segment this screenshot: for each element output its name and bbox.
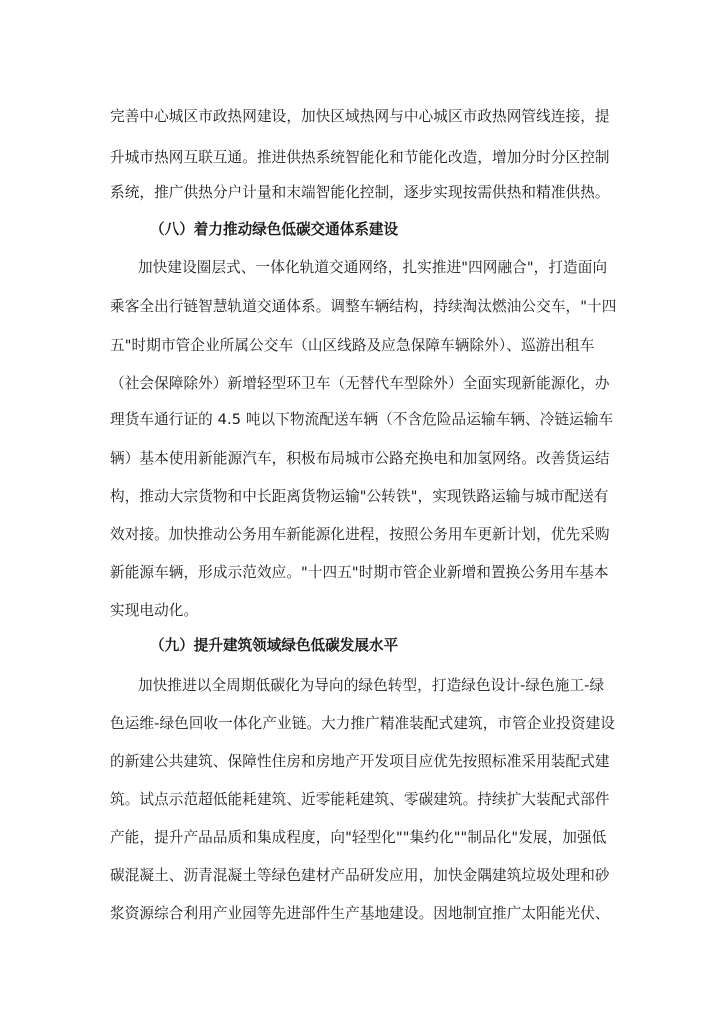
paragraph-line: 乘客全出行链智慧轨道交通体系。调整车辆结构，持续淘汰燃油公交车，"十四: [110, 298, 617, 315]
paragraph-line: 理货车通行证的 4.5 吨以下物流配送车辆（不含危险品运输车辆、冷链运输车: [110, 411, 614, 428]
paragraph-line: 新能源车辆，形成示范效应。"十四五"时期市管企业新增和置换公务用车基本: [110, 564, 609, 581]
paragraph-line: 产能，提升产品品质和集成程度，向"轻型化""集约化""制品化"发展，加强低: [110, 829, 607, 846]
paragraph-line: 浆资源综合利用产业园等先进部件生产基地建设。因地制宜推广太阳能光伏、: [110, 905, 610, 922]
paragraph-line: 加快推进以全周期低碳化为导向的绿色转型，打造绿色设计-绿色施工-绿: [138, 677, 605, 694]
paragraph-line: 碳混凝土、沥青混凝土等绿色建材产品研发应用，加快金隅建筑垃圾处理和砂: [110, 867, 610, 884]
paragraph-line: 色运维-绿色回收一体化产业链。大力推广精准装配式建筑，市管企业投资建设: [110, 715, 615, 732]
section-heading-9: （九）提升建筑领域绿色低碳发展水平: [150, 637, 399, 654]
paragraph-line: 实现电动化。: [110, 602, 199, 619]
paragraph-line: 辆）基本使用新能源汽车，积极布局城市公路充换电和加氢网络。改善货运结: [110, 450, 610, 467]
paragraph-line: 升城市热网互联互通。推进供热系统智能化和节能化改造，增加分时分区控制: [110, 149, 610, 166]
paragraph-line: 效对接。加快推动公务用车新能源化进程，按照公务用车更新计划，优先采购: [110, 526, 610, 543]
section-heading-8: （八）着力推动绿色低碳交通体系建设: [150, 221, 399, 238]
paragraph-line: 系统，推广供热分户计量和末端智能化控制，逐步实现按需供热和精准供热。: [110, 184, 610, 201]
paragraph-line: 构，推动大宗货物和中长距离货物运输"公转铁"，实现铁路运输与城市配送有: [110, 488, 609, 505]
paragraph-line: 加快建设圈层式、一体化轨道交通网络，扎实推进"四网融合"，打造面向: [138, 259, 608, 276]
paragraph-line: 完善中心城区市政热网建设，加快区域热网与中心城区市政热网管线连接，提: [110, 108, 610, 125]
paragraph-line: 五"时期市管企业所属公交车（山区线路及应急保障车辆除外）、巡游出租车: [110, 337, 595, 354]
paragraph-line: 筑。试点示范超低能耗建筑、近零能耗建筑、零碳建筑。持续扩大装配式部件: [110, 791, 610, 808]
paragraph-line: （社会保障除外）新增轻型环卫车（无替代车型除外）全面实现新能源化，办: [110, 375, 610, 392]
paragraph-line: 的新建公共建筑、保障性住房和房地产开发项目应优先按照标准采用装配式建: [110, 753, 610, 770]
